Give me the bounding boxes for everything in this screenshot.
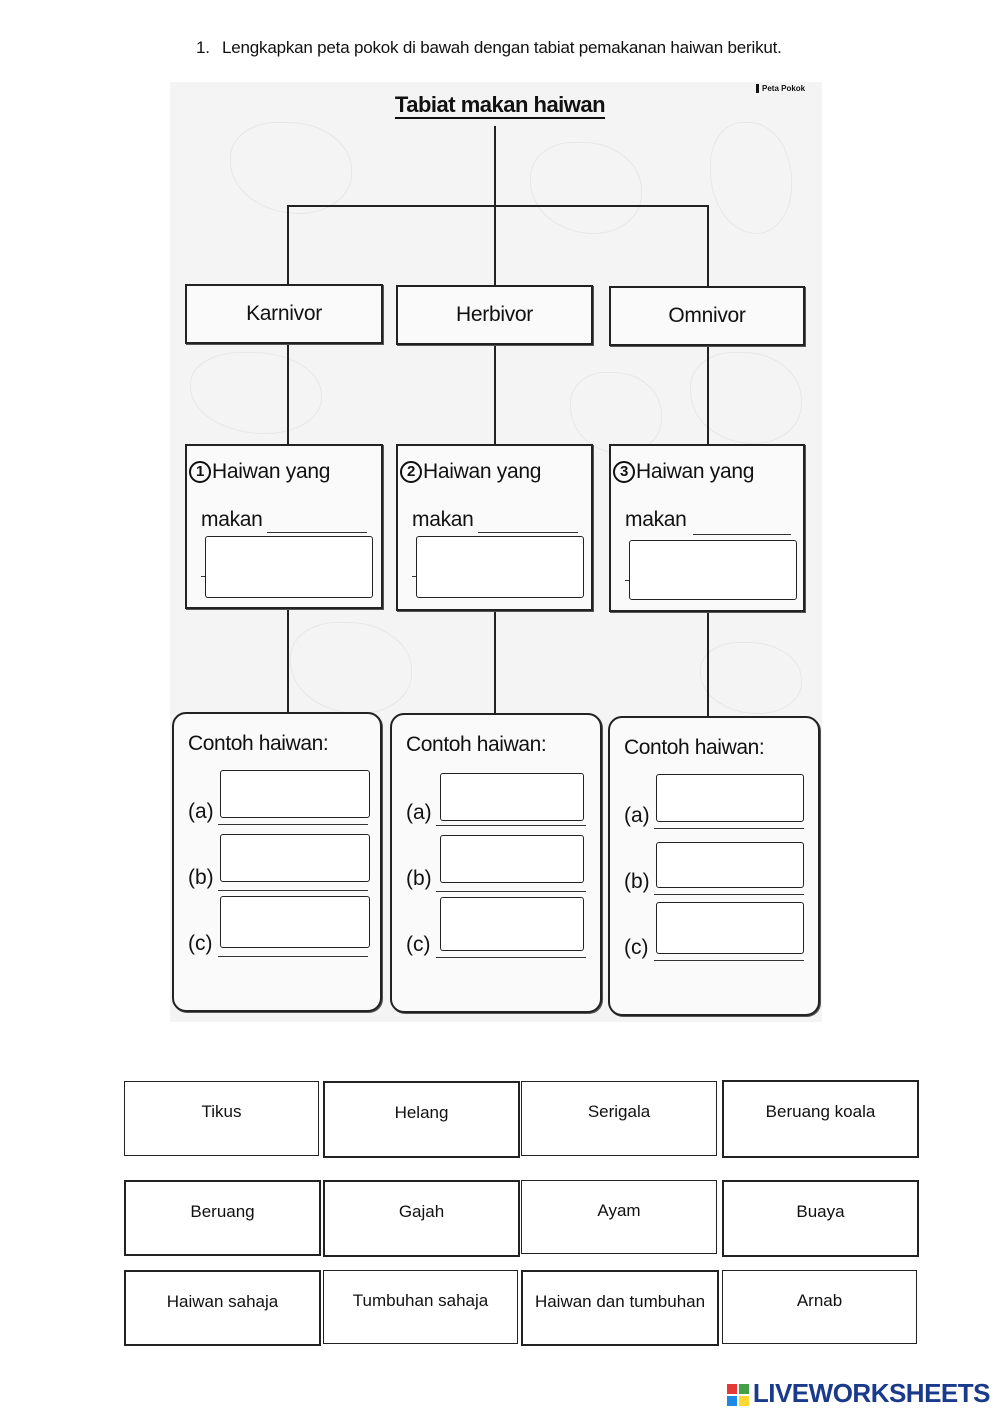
instruction-number: 1.: [196, 38, 210, 57]
blank-line: [218, 890, 368, 891]
blank-line: [654, 894, 804, 895]
option-label-a: (a): [406, 801, 432, 824]
blank-line: [436, 825, 586, 826]
liveworksheets-logo: LIVEWORKSHEETS: [727, 1378, 990, 1409]
word-tile[interactable]: Gajah: [323, 1180, 520, 1257]
blank-line: [693, 534, 791, 535]
herbivor-example-c-input[interactable]: [440, 897, 584, 951]
answer-input-2[interactable]: [416, 536, 584, 598]
faded-animal-sketch: [710, 122, 792, 234]
karnivor-example-b-input[interactable]: [220, 834, 370, 882]
option-label-c: (c): [406, 933, 431, 956]
example-box-karnivor: [172, 712, 382, 1012]
option-label-a: (a): [624, 804, 650, 827]
category-herbivor: Herbivor: [396, 285, 593, 345]
connector-omnivor: [707, 346, 709, 444]
question-line: 2 Haiwan yang: [400, 460, 541, 484]
question-box-3: [609, 444, 805, 612]
option-label-a: (a): [188, 800, 214, 823]
tree-map-logo: Peta Pokok: [756, 84, 814, 93]
instruction: [196, 38, 782, 58]
question-box-1: [185, 444, 383, 609]
omnivor-example-b-input[interactable]: [656, 842, 804, 888]
option-label-c: (c): [188, 932, 213, 955]
word-tile[interactable]: Haiwan sahaja: [124, 1270, 321, 1346]
blank-line: [218, 824, 368, 825]
option-label-c: (c): [624, 936, 649, 959]
word-tile[interactable]: Buaya: [722, 1180, 919, 1257]
connector-drop-left: [287, 205, 289, 285]
blank-line: [654, 828, 804, 829]
word-tile[interactable]: Arnab: [722, 1270, 917, 1344]
word-tile[interactable]: Serigala: [521, 1081, 717, 1156]
map-title: Tabiat makan haiwan: [394, 92, 606, 117]
option-label-b: (b): [188, 866, 214, 889]
instruction-text: Lengkapkan peta pokok di bawah dengan tabiat pemakanan haiwan berikut.: [222, 38, 782, 57]
question-line: 3 Haiwan yang: [613, 460, 754, 484]
option-label-b: (b): [406, 867, 432, 890]
karnivor-example-c-input[interactable]: [220, 896, 370, 948]
connector-q2: [494, 609, 496, 713]
word-tile[interactable]: Beruang: [124, 1180, 321, 1256]
faded-animal-sketch: [530, 142, 642, 234]
example-label: Contoh haiwan:: [188, 732, 329, 755]
category-karnivor: Karnivor: [185, 284, 383, 344]
word-tile[interactable]: Helang: [323, 1081, 520, 1158]
connector-q1: [287, 607, 289, 713]
word-tile[interactable]: Beruang koala: [722, 1080, 919, 1158]
logo-mark-icon: [727, 1384, 749, 1406]
faded-animal-sketch: [570, 372, 662, 454]
herbivor-example-a-input[interactable]: [440, 773, 584, 821]
question-line: 1 Haiwan yang: [189, 460, 330, 484]
question-line: makan: [625, 508, 687, 531]
faded-animal-sketch: [290, 622, 412, 714]
question-line: makan: [412, 508, 474, 531]
question-number: 1: [189, 461, 211, 483]
example-box-omnivor: [608, 716, 820, 1016]
question-number: 2: [400, 461, 422, 483]
answer-input-3[interactable]: [629, 540, 797, 600]
question-number: 3: [613, 461, 635, 483]
answer-input-1[interactable]: [205, 536, 373, 598]
blank-line: [267, 532, 367, 533]
connector-q3: [707, 610, 709, 716]
connector-drop-right: [707, 205, 709, 287]
question-line: makan: [201, 508, 263, 531]
example-label: Contoh haiwan:: [624, 736, 765, 759]
blank-line: [436, 891, 586, 892]
connector-herbivor: [494, 344, 496, 444]
blank-line: [654, 960, 804, 961]
omnivor-example-a-input[interactable]: [656, 774, 804, 822]
karnivor-example-a-input[interactable]: [220, 770, 370, 818]
question-box-2: [396, 444, 593, 611]
word-tile[interactable]: Tumbuhan sahaja: [323, 1270, 518, 1344]
faded-animal-sketch: [230, 122, 352, 214]
faded-animal-sketch: [700, 642, 802, 714]
faded-animal-sketch: [190, 352, 322, 434]
word-tile[interactable]: Haiwan dan tumbuhan: [521, 1270, 719, 1346]
blank-line: [218, 956, 368, 957]
herbivor-example-b-input[interactable]: [440, 835, 584, 883]
category-omnivor: Omnivor: [609, 286, 805, 346]
blank-line: [478, 532, 578, 533]
option-label-b: (b): [624, 870, 650, 893]
connector-karnivor: [287, 344, 289, 444]
example-label: Contoh haiwan:: [406, 733, 547, 756]
omnivor-example-c-input[interactable]: [656, 902, 804, 954]
word-tile[interactable]: Ayam: [521, 1180, 717, 1254]
example-box-herbivor: [390, 713, 602, 1013]
connector-branch: [287, 205, 709, 207]
blank-line: [436, 957, 586, 958]
word-tile[interactable]: Tikus: [124, 1081, 319, 1156]
